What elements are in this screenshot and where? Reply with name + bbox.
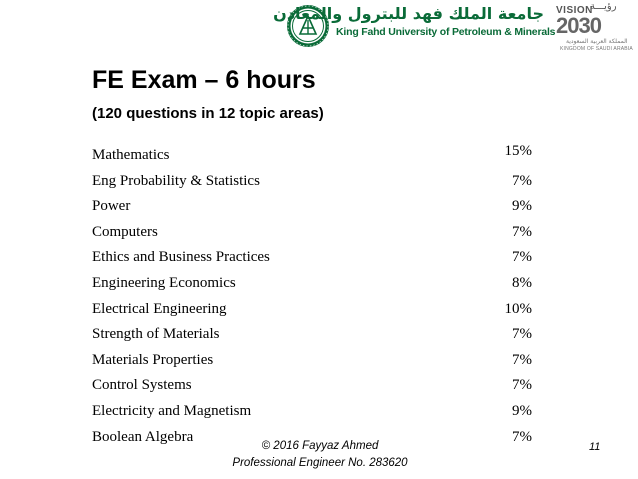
topic-name: Boolean Algebra — [92, 428, 194, 445]
topic-percent: 15% — [504, 143, 532, 159]
topic-name: Power — [92, 198, 131, 215]
topic-name: Mathematics — [92, 147, 170, 163]
slide-subtitle: (120 questions in 12 topic areas) — [92, 105, 324, 122]
topic-percent: 8% — [512, 274, 532, 291]
topic-percent: 7% — [512, 326, 532, 343]
topic-percent: 7% — [512, 428, 532, 445]
topic-name: Electrical Engineering — [92, 300, 227, 317]
topic-percent: 7% — [512, 377, 532, 394]
copyright-text: © 2016 Fayyaz Ahmed — [261, 440, 379, 452]
vision-subtitle-english: KINGDOM OF SAUDI ARABIA — [560, 46, 633, 52]
vision-word: VISION — [556, 5, 593, 16]
topic-name: Computers — [92, 223, 158, 240]
topic-percent: 9% — [512, 402, 532, 419]
topic-percent: 9% — [512, 198, 532, 215]
topic-row — [92, 271, 532, 297]
topic-percent: 7% — [512, 249, 532, 266]
topic-name: Engineering Economics — [92, 274, 236, 291]
topic-percent: 7% — [512, 351, 532, 368]
university-name-arabic: جامعة الملك فهد للبترول والمعادن — [273, 4, 544, 23]
vision-subtitle-arabic: المملكة العربية السعودية — [566, 38, 628, 45]
topic-row — [92, 143, 532, 169]
topic-row — [92, 245, 532, 271]
topic-row — [92, 297, 532, 323]
topic-list — [92, 143, 532, 450]
topic-row — [92, 373, 532, 399]
footer-copyright — [200, 438, 440, 472]
topic-name: Strength of Materials — [92, 326, 220, 343]
topic-name: Ethics and Business Practices — [92, 249, 270, 266]
topic-row — [92, 169, 532, 195]
topic-row — [92, 399, 532, 425]
topic-percent: 7% — [512, 172, 532, 189]
topic-name: Electricity and Magnetism — [92, 402, 252, 419]
topic-row — [92, 220, 532, 246]
topic-name: Materials Properties — [92, 351, 214, 368]
topic-percent: 7% — [512, 223, 532, 240]
slide-header — [0, 0, 638, 60]
topic-row — [92, 322, 532, 348]
topic-row — [92, 194, 532, 220]
credential-text: Professional Engineer No. 283620 — [232, 457, 408, 469]
university-name-english: King Fahd University of Petroleum & Minerals — [336, 26, 556, 38]
topic-row — [92, 348, 532, 374]
slide-title: FE Exam – 6 hours — [92, 66, 316, 94]
topic-name: Eng Probability & Statistics — [92, 172, 260, 189]
page-number: 11 — [589, 441, 601, 453]
topic-percent: 10% — [504, 300, 532, 317]
vision-2030-logo: 2030 — [556, 13, 601, 38]
topic-name: Control Systems — [92, 377, 192, 394]
vision-word-arabic: رؤيـــة — [590, 1, 617, 12]
